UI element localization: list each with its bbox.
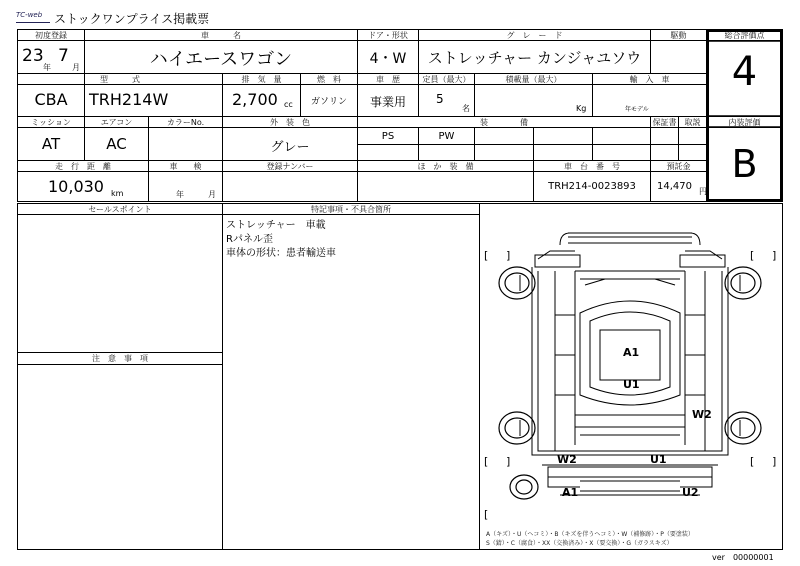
remarks-line: Rパネル歪 [226, 234, 273, 245]
remarks-line: 車体の形状：患者輸送車 [226, 248, 336, 259]
bracket: [ [750, 455, 755, 468]
equipment-pw: PW [438, 131, 455, 142]
sales-point-label: セールスポイント [88, 205, 152, 214]
interior-score-label: 内装評価 [728, 118, 761, 127]
damage-legend [486, 530, 694, 548]
reg-month: 7 [58, 46, 69, 66]
import-unit: 年モデル [625, 106, 649, 113]
exterior-color: グレー [270, 140, 310, 155]
overall-score-label: 総合評価点 [724, 31, 765, 40]
damage-mark: A1 [623, 346, 640, 359]
displacement-label: 排 気 量 [241, 75, 282, 84]
reg-number-label: 登録ナンバー [266, 162, 314, 171]
car-name-label: 車 名 [201, 31, 241, 40]
bracket: ] [506, 455, 511, 468]
capacity-label: 定員（最大） [422, 75, 471, 84]
deposit: 14,470 [657, 181, 692, 192]
mileage: 10,030 [48, 177, 104, 196]
aircon: AC [106, 135, 127, 153]
damage-mark: W2 [557, 453, 577, 466]
bracket: [ [484, 508, 489, 521]
bracket: [ [484, 249, 489, 262]
page-title: ストックワンプライス掲載票 [54, 12, 210, 26]
mileage-label: 走 行 距 離 [55, 162, 111, 171]
diagram-line [538, 271, 722, 451]
damage-mark: U2 [682, 486, 699, 499]
door-shape: 4・W [369, 51, 407, 67]
first-reg-label: 初度登録 [35, 31, 67, 40]
remarks-label: 特記事項・不具合箇所 [311, 205, 391, 214]
diagram-line [560, 481, 700, 495]
history-label: 車 歴 [376, 75, 400, 84]
drive-label: 駆動 [670, 31, 687, 40]
door-label: ドア・形状 [368, 31, 408, 40]
displacement: 2,700 [232, 90, 278, 109]
aircon-label: エアコン [100, 118, 133, 127]
deposit-unit: 円 [699, 187, 707, 196]
mission-label: ミッション [31, 118, 71, 127]
damage-mark: U1 [650, 453, 667, 466]
load-label: 積載量（最大） [505, 75, 562, 84]
interior-score: B [731, 142, 758, 186]
model-label: 型 式 [100, 75, 140, 84]
fuel-label: 燃 料 [317, 75, 341, 84]
displacement-unit: cc [284, 100, 293, 109]
logo-text: TC-web [16, 11, 43, 19]
vehicle-diagram [480, 215, 782, 549]
inspection-month-unit: 月 [208, 190, 216, 199]
grade: ストレッチャー カンジャユソウ [427, 49, 642, 67]
inspection-label: 車 検 [169, 162, 202, 171]
diagram-line [535, 255, 725, 267]
grade-label: グ レ ー ド [506, 31, 563, 40]
fuel: ガソリン [310, 97, 347, 107]
usage-history: 事業用 [369, 95, 406, 109]
model: TRH214W [89, 90, 169, 109]
model-prefix: CBA [34, 90, 68, 109]
car-name: ハイエースワゴン [149, 49, 293, 70]
manual-label: 取説 [684, 118, 701, 127]
notes-label: 注 意 事 項 [92, 354, 148, 363]
import-label: 輸 入 車 [629, 75, 670, 84]
overall-score: 4 [731, 49, 758, 95]
warranty-label: 保証書 [652, 118, 677, 127]
equipment-label: 装 備 [480, 118, 528, 127]
load-unit: Kg [576, 104, 587, 113]
inspection-year-unit: 年 [176, 190, 184, 199]
chassis-number: TRH214-0023893 [548, 181, 636, 192]
bracket: [ [484, 455, 489, 468]
version-label: ver 00000001 [712, 553, 774, 562]
reg-year: 23 [22, 46, 44, 66]
diagram-line [575, 415, 685, 435]
legend-line: S（錆）・C（腐食）・XX（交換済み）・X（要交換）・G（ガラスキズ） [486, 540, 673, 547]
bracket: ] [772, 455, 777, 468]
legend-line: A（キズ）・U（ヘコミ）・B（キズを伴うヘコミ）・W（補修跡）・P（要塗装） [486, 531, 694, 538]
exterior-color-label: 外 装 色 [270, 118, 310, 127]
diagram-line [548, 467, 712, 477]
bracket: [ [750, 249, 755, 262]
bracket: ] [506, 249, 511, 262]
mission: AT [41, 135, 61, 153]
color-no-label: カラーNo. [166, 118, 205, 127]
capacity: 5 [436, 92, 444, 106]
bracket: ] [772, 249, 777, 262]
damage-mark: U1 [623, 378, 640, 391]
deposit-label: 預託金 [666, 162, 691, 171]
chassis-label: 車 台 番 号 [564, 162, 620, 171]
damage-mark: W2 [692, 408, 712, 421]
equipment-ps: PS [381, 131, 395, 142]
diagram-line [555, 271, 705, 451]
diagram-line [568, 233, 692, 243]
capacity-unit: 名 [462, 104, 470, 113]
diagram-line [575, 271, 685, 285]
spare-tire [510, 475, 538, 499]
other-equipment-label: ほ か 装 備 [417, 162, 474, 171]
reg-month-unit: 月 [72, 63, 80, 72]
reg-year-unit: 年 [43, 63, 51, 72]
damage-mark: A1 [562, 486, 579, 499]
mileage-unit: km [111, 189, 124, 198]
remarks-line: ストレッチャー 車載 [226, 220, 326, 231]
remarks-list [226, 219, 336, 261]
